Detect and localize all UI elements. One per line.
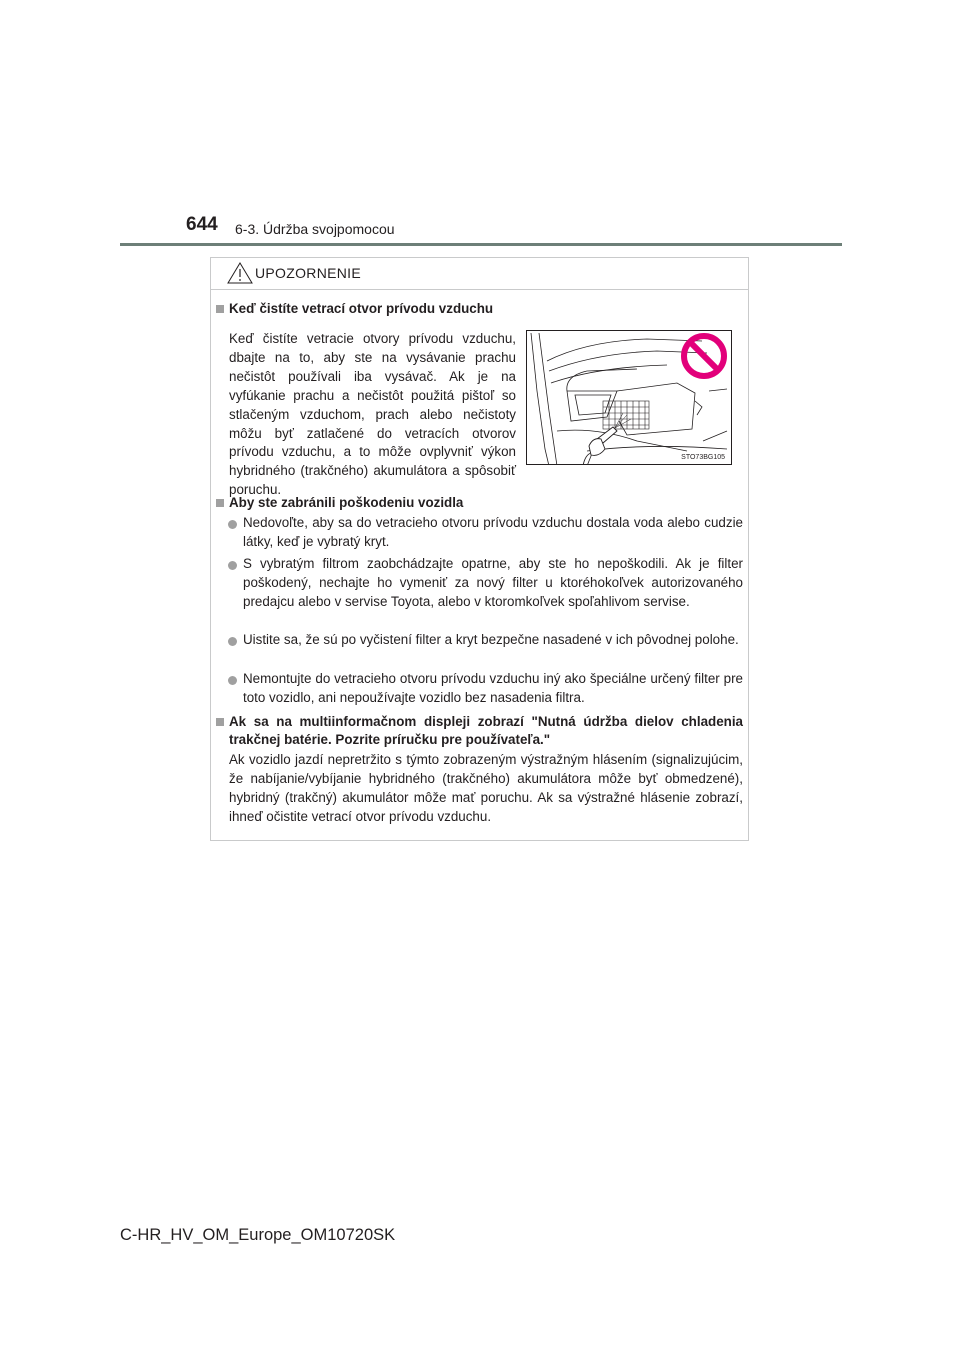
warning-title: UPOZORNENIE [255, 265, 361, 281]
header-rule [120, 243, 842, 246]
bullet-dot-icon [228, 676, 237, 685]
document-code: C-HR_HV_OM_Europe_OM10720SK [120, 1226, 396, 1244]
page-number: 644 [186, 214, 218, 235]
vent-cleaning-drawing [527, 331, 732, 465]
heading-square-icon [216, 305, 224, 313]
section-body-air-vent: Keď čistíte vetracie otvory prívodu vzduchu, dbajte na to, aby ste na vysávanie prachu nečistôt používali iba vysávač. Ak je na vyfúkanie prachu a nečistôt použitá pištoľ so stlačeným vzduchom, prach alebo nečistoty môžu byť zatlačené do vetracích otvorov prívodu vzduchu, a to môže ovplyvniť výkon hybridného (trakčného) akumulátora a spôsobiť poruchu. [229, 331, 516, 498]
section-heading-prevent-damage: Aby ste zabránili poškodeniu vozidla [229, 495, 464, 510]
bullet-dot-icon [228, 561, 237, 570]
warning-header [211, 258, 748, 290]
section-body-display-message: Ak vozidlo jazdí nepretržito s týmto zobrazeným výstražným hlásením (signalizujúcim, že nabíjanie/vybíjanie hybridného (trakčného) akumulátora môže byť obmedzené), hybridný (trakčný) akumulátor môže mať poruchu. Ak sa výstražné hlásenie zobrazí, ihneď očistite vetrací otvor prívodu vzduchu. [229, 752, 743, 824]
heading-square-icon [216, 499, 224, 507]
figure-code: STO73BG105 [681, 454, 725, 461]
bullet-dot-icon [228, 520, 237, 529]
section-heading-air-vent: Keď čistíte vetrací otvor prívodu vzduchu [229, 301, 494, 316]
section-heading-display-message: Ak sa na multiinformačnom displeji zobrazí "Nutná údržba dielov chladenia trakčnej batérie. Pozrite príručku pre používateľa." [229, 714, 743, 747]
bullet-dot-icon [228, 637, 237, 646]
section-title: 6-3. Údržba svojpomocou [235, 221, 395, 237]
bullet-item: Uistite sa, že sú po vyčistení filter a kryt bezpečne nasadené v ich pôvodnej polohe. [243, 632, 739, 647]
warning-triangle-icon [227, 262, 253, 284]
bullet-item: S vybratým filtrom zaobchádzajte opatrne, aby ste ho nepoškodili. Ak je filter poškodený, nechajte ho vymeniť za nový filter u ktoréhokoľvek autorizovaného predajcu alebo v servise Toyota, alebo v ktoromkoľvek spoľahlivom servise. [243, 556, 743, 609]
heading-square-icon [216, 718, 224, 726]
bullet-item: Nedovoľte, aby sa do vetracieho otvoru prívodu vzduchu dostala voda alebo cudzie látky, keď je vybratý kryt. [243, 515, 743, 549]
bullet-item: Nemontujte do vetracieho otvoru prívodu vzduchu iný ako špeciálne určený filter pre toto vozidlo, ani nepoužívajte vozidlo bez nasadenia filtra. [243, 671, 743, 705]
cleaning-illustration [526, 330, 732, 465]
